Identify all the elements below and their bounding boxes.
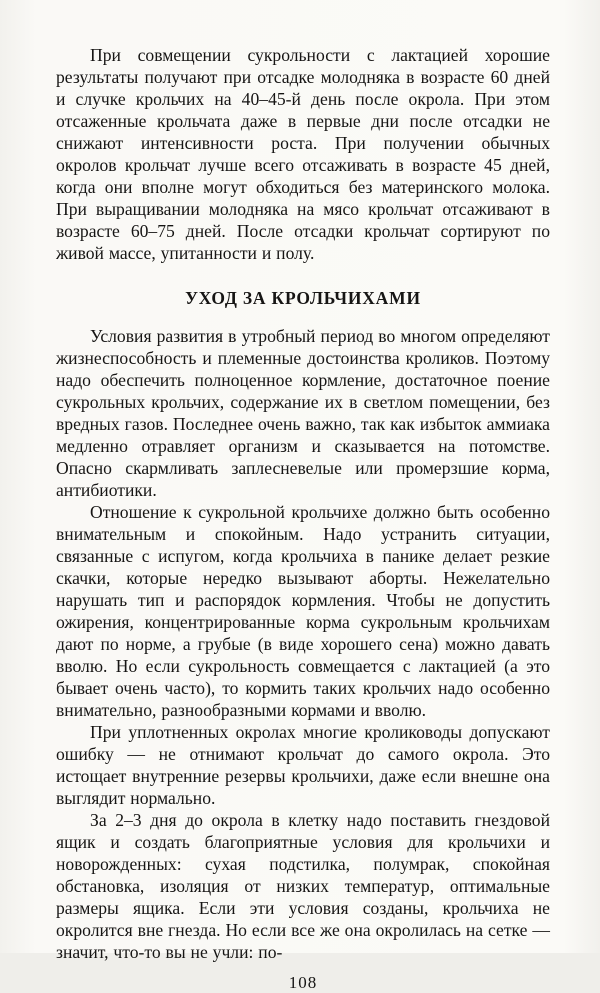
page-number: 108 bbox=[288, 973, 318, 992]
section-heading: УХОД ЗА КРОЛЬЧИХАМИ bbox=[185, 288, 421, 308]
intro-paragraph: При совмещении сукрольности с лактацией хорошие результаты получают при отсадке молодняка в возрасте 60 дней и случке крольчих на 40–45-й день после окрола. При этом отсаженные крольчата даже в первые дни после отсадки не снижают интенсивности роста. При получении обычных окролов крольчат лучше всего отсаживать в возрасте 45 дней, когда они вполне могут обходиться без материнского молока. При выращивании молодняка на мясо крольчат отсаживают в возрасте 60–75 дней. После отсадки крольчат сортируют по живой массе, упитанности и полу. bbox=[56, 45, 550, 263]
body-paragraph: За 2–3 дня до окрола в клетку надо поставить гнездовой ящик и создать благоприятные условия для крольчихи и новорожденных: сухая подстилка, полумрак, спокойная обстановка, изоляция от низких температур, оптимальные размеры ящика. Если эти условия созданы, крольчиха не окролится вне гнезда. Но если все же она окролилась на сетке — значит, что-то вы не учли: по- bbox=[56, 810, 550, 962]
body-paragraph: Условия развития в утробный период во многом определяют жизнеспособность и племенные достоинства кроликов. Поэтому надо обеспечить полноценное кормление, достаточное поение сукрольных крольчих, содержание их в светлом помещении, без вредных газов. Последнее очень важно, так как избыток аммиака медленно отравляет организм и сказывается на потомстве. Опасно скармливать заплесневелые или промерзшие корма, антибиотики. bbox=[56, 326, 550, 500]
body-paragraph: Отношение к сукрольной крольчихе должно быть особенно внимательным и спокойным. Надо устранить ситуации, связанные с испугом, когда крольчиха в панике делает резкие скачки, которые нередко вызывают аборты. Нежелательно нарушать тип и распорядок кормления. Чтобы не допустить ожирения, концентрированные корма сукрольным крольчихам дают по норме, а грубые (в виде хорошего сена) можно давать вволю. Но если сукрольность совмещается с лактацией (а это бывает очень часто), то кормить таких крольчих надо особенно внимательно, разнообразными кормами и вволю. bbox=[56, 502, 550, 720]
body-paragraph: При уплотненных окролах многие кролиководы допускают ошибку — не отнимают крольчат до самого окрола. Это истощает внутренние резервы крольчихи, даже если внешне она выглядит нормально. bbox=[56, 722, 550, 808]
